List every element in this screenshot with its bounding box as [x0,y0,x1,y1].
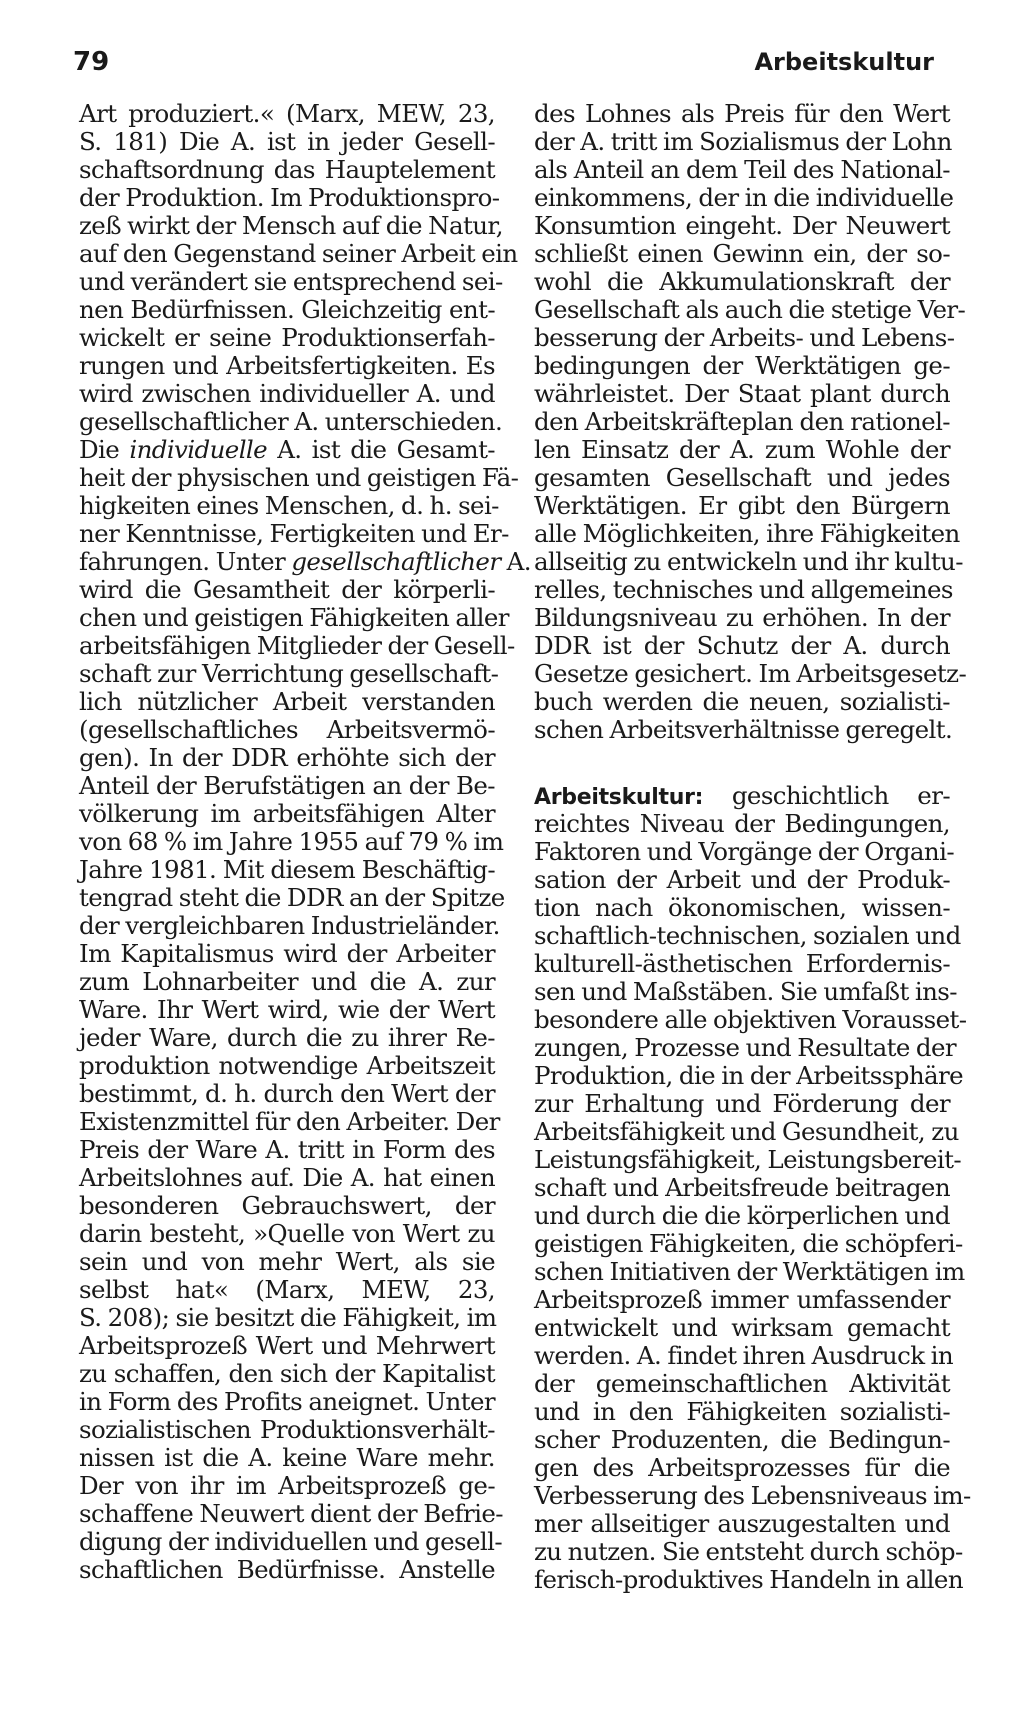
text-segment: Die [79,435,130,464]
text-line: zeß wirkt der Mensch auf die Natur, [79,211,503,240]
text-line: bedingungen der Werktätigen ge- [534,351,950,380]
text-line: len Einsatz der A. zum Wohle der [534,435,950,464]
text-line: schaffene Neuwert dient der Befrie- [79,1499,503,1528]
text-line: schaft zur Verrichtung gesellschaft- [79,659,499,688]
text-line: Art produziert.« (Marx, MEW, 23, [79,99,495,128]
text-line: Arbeitsprozeß Wert und Mehrwert [79,1331,495,1360]
text-line: schließt einen Gewinn ein, der so- [534,239,950,268]
text-line: Preis der Ware A. tritt in Form des [79,1135,495,1164]
text-line: mer allseitiger auszugestalten und [534,1509,950,1538]
text-line: des Lohnes als Preis für den Wert [534,99,950,128]
text-line: sein und von mehr Wert, als sie [79,1247,495,1276]
text-line: völkerung im arbeitsfähigen Alter [79,799,495,828]
text-line: digung der individuellen und gesell- [79,1527,503,1556]
text-line: zungen, Prozesse und Resultate der [534,1033,957,1062]
text-line: geistigen Fähigkeiten, die schöpferi- [534,1229,963,1258]
text-line: Ware. Ihr Wert wird, wie der Wert [79,995,495,1024]
text-line: der gemeinschaftlichen Aktivität [534,1369,950,1398]
text-line: darin besteht, »Quelle von Wert zu [79,1219,495,1248]
text-line: nissen ist die A. keine Ware mehr. [79,1443,495,1472]
text-line: schen Initiativen der Werktätigen im [534,1257,965,1286]
text-line: wickelt er seine Produktionserfah- [79,323,495,352]
text-line: zur Erhaltung und Förderung der [534,1089,950,1118]
text-line: gen). In der DDR erhöhte sich der [79,743,495,772]
text-line: Bildungsniveau zu erhöhen. In der [534,603,950,632]
text-line: reichtes Niveau der Bedingungen, [534,809,950,838]
text-line: schen Arbeitsverhältnisse geregelt. [534,715,953,744]
text-line: Arbeitslohnes auf. Die A. hat einen [79,1163,495,1192]
text-line: der A. tritt im Sozialismus der Lohn [534,127,952,156]
text-line: zu nutzen. Sie entsteht durch schöp- [534,1537,963,1566]
text-segment: A. [500,547,531,576]
text-line: arbeitsfähigen Mitglieder der Gesell- [79,631,515,660]
text-line: wird die Gesamtheit der körperli- [79,575,495,604]
text-line: den Arbeitskräfteplan den rationel- [534,407,950,436]
text-line: besondere alle objektiven Vorausset- [534,1005,967,1034]
text-line: und durch die die körperlichen und [534,1201,950,1230]
left-column [79,99,531,1584]
text-line: sation der Arbeit und der Produk- [534,865,950,894]
text-line: tion nach ökonomischen, wissen- [534,893,950,922]
text-line: ner Kenntnisse, Fertigkeiten und Er- [79,519,509,548]
text-line [79,436,495,464]
text-line: auf den Gegenstand seiner Arbeit ein [79,239,518,268]
right-column [534,99,971,1594]
italic-term: gesellschaftlicher [291,547,501,576]
text-line: von 68 % im Jahre 1955 auf 79 % im [79,827,504,856]
continued-paragraph [534,99,967,744]
text-line: Jahre 1981. Mit diesem Beschäftig- [79,855,495,884]
text-line: jeder Ware, durch die zu ihrer Re- [79,1023,495,1052]
text-line: lich nützlicher Arbeit verstanden [79,687,495,716]
text-line: schaftlichen Bedürfnisse. Anstelle [79,1555,495,1584]
text-line: chen und geistigen Fähigkeiten aller [79,603,509,632]
text-line: Arbeitsfähigkeit und Gesundheit, zu [534,1117,959,1146]
text-line: der Produktion. Im Produktionspro- [79,183,500,212]
text-line: Anteil der Berufstätigen an der Be- [79,771,495,800]
text-line: besonderen Gebrauchswert, der [79,1191,495,1220]
text-line: Der von ihr im Arbeitsprozeß ge- [79,1471,495,1500]
text-line: Gesellschaft als auch die stetige Ver- [534,295,966,324]
text-line: Produktion, die in der Arbeitssphäre [534,1061,964,1090]
text-line: ferisch-produktives Handeln in allen [534,1565,963,1594]
text-line: alle Möglichkeiten, ihre Fähigkeiten [534,519,960,548]
text-line: allseitig zu entwickeln und ihr kultu- [534,547,963,576]
text-line: Konsumtion eingeht. Der Neuwert [534,211,950,240]
text-line: buch werden die neuen, sozialisti- [534,687,950,716]
text-line: kulturell-ästhetischen Erfordernis- [534,949,950,978]
text-line: der vergleichbaren Industrieländer. [79,911,500,940]
running-head: Arbeitskultur [754,48,934,76]
text-line: higkeiten eines Menschen, d. h. sei- [79,491,499,520]
text-line: als Anteil an dem Teil des National- [534,155,950,184]
text-line: schaftlich-technischen, sozialen und [534,921,961,950]
text-line: Gesetze gesichert. Im Arbeitsgesetz- [534,659,967,688]
text-line: gen des Arbeitsprozesses für die [534,1453,950,1482]
text-line: werden. A. findet ihren Ausdruck in [534,1341,954,1370]
text-segment: A. ist die Gesamt- [267,435,495,464]
text-line: sen und Maßstäben. Sie umfaßt ins- [534,977,957,1006]
text-line: schaft und Arbeitsfreude beitragen [534,1173,950,1202]
text-line: produktion notwendige Arbeitszeit [79,1051,495,1080]
entry-term: Arbeitskultur: [534,785,704,810]
text-line: zu schaffen, den sich der Kapitalist [79,1359,495,1388]
entry-first-line-text: geschichtlich er- [703,781,950,810]
entry-first-line [534,782,950,810]
text-line: in Form des Profits aneignet. Unter [79,1387,495,1416]
dictionary-entry [534,781,971,1594]
text-line: selbst hat« (Marx, MEW, 23, [79,1275,495,1304]
text-line: S. 181) Die A. ist in jeder Gesell- [79,127,495,156]
text-line: bestimmt, d. h. durch den Wert der [79,1079,495,1108]
text-line: Existenzmittel für den Arbeiter. Der [79,1107,500,1136]
text-line: S. 208); sie besitzt die Fähigkeit, im [79,1303,497,1332]
text-line: sozialistischen Produktionsverhält- [79,1415,495,1444]
text-line: nen Bedürfnissen. Gleichzeitig ent- [79,295,495,324]
text-line: (gesellschaftliches Arbeitsvermö- [79,715,495,744]
text-line: schaftsordnung das Hauptelement [79,155,495,184]
text-line: gesamten Gesellschaft und jedes [534,463,950,492]
text-line: Werktätigen. Er gibt den Bürgern [534,491,950,520]
text-line: DDR ist der Schutz der A. durch [534,631,950,660]
text-line: und verändert sie entsprechend sei- [79,267,503,296]
text-line: heit der physischen und geistigen Fä- [79,463,519,492]
text-line: wird zwischen individueller A. und [79,379,495,408]
text-line: wohl die Akkumulationskraft der [534,267,950,296]
text-line: währleistet. Der Staat plant durch [534,379,950,408]
text-line: rungen und Arbeitsfertigkeiten. Es [79,351,495,380]
text-line: tengrad steht die DDR an der Spitze [79,883,505,912]
text-line: entwickelt und wirksam gemacht [534,1313,950,1342]
text-line: Leistungsfähigkeit, Leistungsbereit- [534,1145,962,1174]
text-line: zum Lohnarbeiter und die A. zur [79,967,495,996]
text-line: Faktoren und Vorgänge der Organi- [534,837,954,866]
text-line [79,547,531,576]
text-line: und in den Fähigkeiten sozialisti- [534,1397,950,1426]
text-line: besserung der Arbeits- und Lebens- [534,323,955,352]
text-segment: fahrungen. Unter [79,547,292,576]
text-line: Arbeitsprozeß immer umfassender [534,1285,950,1314]
text-line: einkommens, der in die individuelle [534,183,954,212]
text-line: Im Kapitalismus wird der Arbeiter [79,939,495,968]
text-line: relles, technisches und allgemeines [534,575,953,604]
text-line: scher Produzenten, die Bedingun- [534,1425,950,1454]
text-line: gesellschaftlicher A. unterschieden. [79,407,503,436]
text-line: Verbesserung des Lebensniveaus im- [534,1481,971,1510]
paragraph-gap [534,744,950,782]
italic-term: individuelle [129,435,268,464]
page-number: 79 [73,47,110,77]
